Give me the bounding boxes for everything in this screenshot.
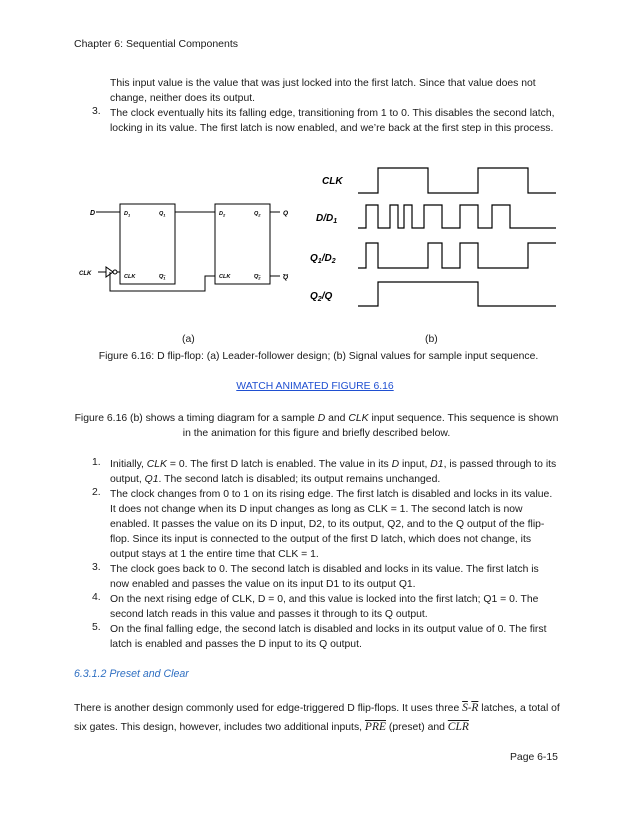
circuit-diagram — [70, 196, 310, 296]
svg-text:Q1/D2 — [310, 253, 336, 265]
svg-text:D2 — [219, 211, 226, 218]
latch1-qbar-sub: 1 — [163, 275, 166, 281]
d-waveform — [358, 205, 556, 228]
page-number: Page 6-15 — [510, 752, 558, 763]
list-number: 3. — [92, 106, 101, 117]
list-item-text: The clock changes from 0 to 1 on its rising edge. The first latch is disabled and locks in its value. It does not change when its D input changes as long as CLK = 1. The second latch is now enabled. It passes the value on its D input, D2, to its output, Q2, and to the Q output of the flip-flop. Since its input is connected to the output of the first D latch, which does not change, its output stays at 1 the entire time that CLK = 1. — [110, 489, 553, 560]
latch2-q-sub: 2 — [258, 212, 261, 218]
latch2-clk-label: CLK — [219, 274, 231, 280]
subfigure-b-label: (b) — [425, 334, 438, 345]
latch1-q-sub: 1 — [163, 212, 166, 218]
timing-description-paragraph: Figure 6.16 (b) shows a timing diagram for a sample D and CLK input sequence. This sequence is shown in the animation for this figure and briefly described below. — [74, 413, 559, 439]
signal-q1-label: Q — [310, 253, 318, 264]
list-number: 5. — [92, 622, 101, 633]
latch1-clk-label: CLK — [124, 274, 136, 280]
signal-d-label: D/D — [316, 213, 334, 224]
svg-text:Q1 — [159, 274, 166, 281]
svg-text:D1 — [124, 211, 131, 218]
list-number: 1. — [92, 457, 101, 468]
signal-d-sub: 1 — [333, 218, 338, 225]
signal-q2-label: Q — [310, 291, 318, 302]
watch-animated-figure-link[interactable]: WATCH ANIMATED FIGURE 6.16 — [236, 381, 394, 392]
latch2-qbar-sub: 2 — [258, 275, 261, 281]
svg-text:Q2 — [254, 274, 261, 281]
latch1-d-label: D — [124, 211, 128, 217]
timing-diagram — [300, 158, 565, 318]
list-item-text: On the next rising edge of CLK, D = 0, and this value is locked into the first latch; Q1 = 0. The second latch reads in this value and passes it through to its Q output. — [110, 594, 539, 620]
subfigure-a-label: (a) — [182, 334, 195, 345]
latch2-qbar-label: Q — [254, 274, 259, 280]
svg-text:Q2 — [254, 211, 261, 218]
svg-text:Q1 — [159, 211, 166, 218]
signal-q2-sub: 2 — [317, 296, 322, 303]
latch1-d-sub: 1 — [127, 212, 131, 218]
signal-clk-label: CLK — [322, 176, 343, 187]
preset-clear-paragraph: There is another design commonly used for edge-triggered D flip-flops. It uses three $\overline{S}-\overline{R}$ latches, a total of six gates. This design, however, includes two additional inputs, $\overline{PRE}$ (preset) and $\overline{CLR}$ — [74, 702, 560, 733]
latch1-q-label: Q — [159, 211, 164, 217]
output-qbar-label: Q — [283, 274, 289, 281]
continuation-paragraph: This input value is the value that was just locked into the first latch. Since that value does not change, neither does its output. — [110, 78, 536, 104]
signal-q2-label2: /Q — [321, 291, 333, 302]
list-item-text: The clock goes back to 0. The second latch is disabled and locks in its value. The first latch is now enabled and passes the value on its input D1 to its output Q1. — [110, 564, 539, 590]
svg-text:D/D1 — [316, 213, 337, 225]
input-d-label: D — [90, 210, 96, 217]
q1-d2-waveform — [358, 243, 556, 268]
svg-text:Q2/Q — [310, 291, 332, 303]
input-clk-label: CLK — [79, 271, 92, 277]
chapter-header: Chapter 6: Sequential Components — [74, 38, 239, 50]
q2-q-waveform — [358, 282, 556, 306]
list-number: 4. — [92, 592, 101, 603]
latch2-q-label: Q — [254, 211, 259, 217]
signal-q1-label2: /D — [321, 253, 332, 264]
list-item-text: Initially, CLK = 0. The first D latch is enabled. The value in its D input, D1, is passed through to its output, Q1. The second latch is disabled; its output remains unchanged. — [110, 459, 557, 485]
signal-q1-sub: 1 — [317, 258, 322, 265]
latch2-d-label: D — [219, 211, 223, 217]
list-number: 3. — [92, 562, 101, 573]
svg-text:CLK — [322, 176, 343, 187]
latch2-d-sub: 2 — [222, 212, 226, 218]
list-item-text: The clock eventually hits its falling edge, transitioning from 1 to 0. This disables the second latch, locking in its value. The first latch is now enabled, and we’re back at the first step in this process. — [110, 108, 555, 134]
section-heading: 6.3.1.2 Preset and Clear — [74, 668, 189, 680]
latch1-qbar-label: Q — [159, 274, 164, 280]
signal-q1-sub2: 2 — [331, 258, 336, 265]
clk-waveform — [358, 168, 556, 193]
list-item-text: On the final falling edge, the second latch is disabled and locks in its output value of 0. The first latch is enabled and passes the D input to its Q output. — [110, 624, 547, 650]
output-q-label: Q — [283, 210, 289, 217]
list-number: 2. — [92, 487, 101, 498]
figure-caption: Figure 6.16: D flip-flop: (a) Leader-follower design; (b) Signal values for sample input sequence. — [98, 351, 539, 362]
